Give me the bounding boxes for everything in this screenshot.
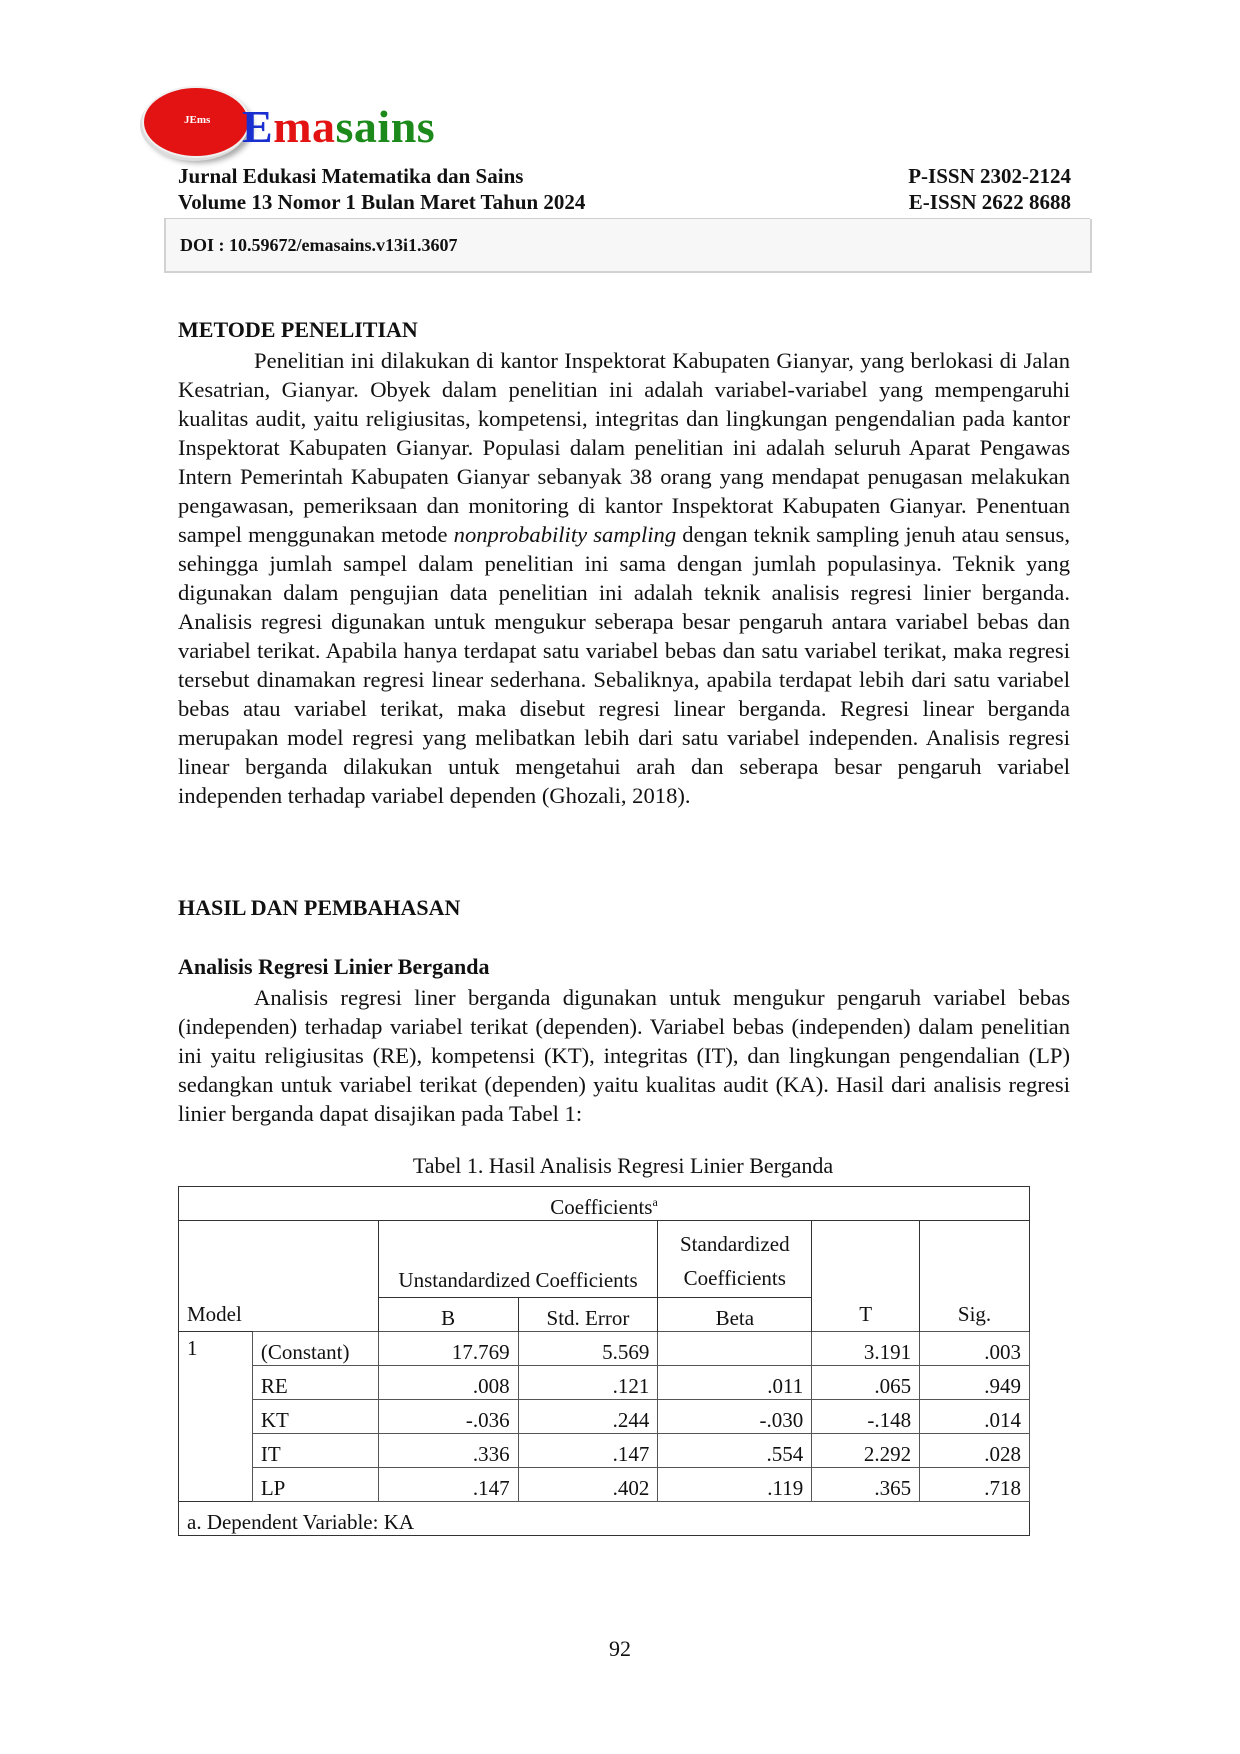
table-title-sup: a <box>652 1195 658 1209</box>
logo-badge-icon <box>142 86 250 158</box>
header-t: T <box>812 1221 920 1332</box>
table-row <box>179 1468 1030 1502</box>
cell-beta <box>658 1332 812 1366</box>
logo-letters-ma: ma <box>273 101 336 152</box>
cell-b: -.036 <box>378 1400 518 1434</box>
e-issn: E-ISSN 2622 8688 <box>908 190 1071 214</box>
table-footnote: a. Dependent Variable: KA <box>179 1502 1030 1536</box>
row-name: IT <box>252 1434 378 1468</box>
journal-volume: Volume 13 Nomor 1 Bulan Maret Tahun 2024 <box>178 190 586 214</box>
doi-box <box>164 219 1092 273</box>
model-number: 1 <box>179 1332 253 1502</box>
logo-letters-sains: sains <box>335 101 436 152</box>
cell-b: .147 <box>378 1468 518 1502</box>
cell-t: 3.191 <box>812 1332 920 1366</box>
section-title-metode: METODE PENELITIAN <box>178 317 418 342</box>
row-name: LP <box>252 1468 378 1502</box>
table-caption: Tabel 1. Hasil Analisis Regresi Linier Berganda <box>412 1153 834 1178</box>
cell-se: .147 <box>518 1434 658 1468</box>
cell-sig: .003 <box>920 1332 1030 1366</box>
cell-b: .336 <box>378 1434 518 1468</box>
paragraph-metode-part-2: dengan teknik sampling jenuh atau sensus, sehingga jumlah sampel dalam penelitian ini sama dengan jumlah populasinya. Teknik yang digunakan dalam pengujian data penelitian ini adalah teknik analisis regresi linier berganda. Analisis regresi digunakan untuk mengukur seberapa besar pengaruh antara variabel bebas dan variabel terikat. Apabila hanya terdapat satu variabel bebas dan satu variabel terikat, maka regresi tersebut dinamakan regresi linear sederhana. Sebaliknya, apabila terdapat lebih dari satu variabel bebas atau variabel terikat, maka disebut regresi linear berganda. Regresi linear berganda merupakan model regresi yang melibatkan lebih dari satu variabel independen. Analisis regresi linear berganda dilakukan untuk mengetahui arah dan seberapa besar pengaruh variabel independen terhadap variabel dependen (Ghozali, 2018). <box>178 522 1070 808</box>
cell-sig: .949 <box>920 1366 1030 1400</box>
header-beta: Beta <box>658 1298 812 1332</box>
header-standardized <box>658 1221 812 1298</box>
table-row <box>179 1400 1030 1434</box>
page-number: 92 <box>609 1636 631 1661</box>
cell-sig: .028 <box>920 1434 1030 1468</box>
cell-b: .008 <box>378 1366 518 1400</box>
table-title <box>179 1187 1030 1221</box>
p-issn: P-ISSN 2302-2124 <box>908 164 1071 188</box>
coefficients-table <box>178 1186 1030 1536</box>
doi-text: DOI : 10.59672/emasains.v13i1.3607 <box>180 235 458 255</box>
journal-logo <box>140 82 480 162</box>
cell-beta: -.030 <box>658 1400 812 1434</box>
header-standardized-line1: Standardized <box>680 1232 790 1256</box>
row-name: RE <box>252 1366 378 1400</box>
cell-beta: .119 <box>658 1468 812 1502</box>
header-model: Model <box>179 1221 379 1332</box>
cell-t: 2.292 <box>812 1434 920 1468</box>
paragraph-metode-italic: nonprobability sampling <box>453 522 677 547</box>
table-row <box>179 1366 1030 1400</box>
table-title-text: Coefficients <box>550 1195 653 1219</box>
cell-sig: .014 <box>920 1400 1030 1434</box>
table-row <box>179 1434 1030 1468</box>
header-std-error: Std. Error <box>518 1298 658 1332</box>
section-title-hasil: HASIL DAN PEMBAHASAN <box>178 895 461 920</box>
header-b: B <box>378 1298 518 1332</box>
cell-se: .121 <box>518 1366 658 1400</box>
cell-b: 17.769 <box>378 1332 518 1366</box>
table-row <box>179 1332 1030 1366</box>
logo-wordmark <box>242 101 436 152</box>
cell-sig: .718 <box>920 1468 1030 1502</box>
cell-t: .365 <box>812 1468 920 1502</box>
cell-se: .402 <box>518 1468 658 1502</box>
paragraph-metode <box>178 346 1070 810</box>
logo-letter-e: E <box>242 101 274 152</box>
cell-t: .065 <box>812 1366 920 1400</box>
cell-beta: .554 <box>658 1434 812 1468</box>
cell-se: 5.569 <box>518 1332 658 1366</box>
cell-t: -.148 <box>812 1400 920 1434</box>
row-name: (Constant) <box>252 1332 378 1366</box>
paragraph-hasil <box>178 983 1070 1128</box>
paragraph-hasil-text: Analisis regresi liner berganda digunakan untuk mengukur pengaruh variabel bebas (independen) terhadap variabel terikat (dependen). Variabel bebas (independen) dalam penelitian ini yaitu religiusitas (RE), kompetensi (KT), integritas (IT), dan lingkungan pengendalian (LP) sedangkan untuk variabel terikat (dependen) yaitu kualitas audit (KA). Hasil dari analisis regresi linier berganda dapat disajikan pada Tabel 1: <box>178 985 1070 1126</box>
header-standardized-line2: Coefficients <box>683 1266 786 1290</box>
journal-name: Jurnal Edukasi Matematika dan Sains <box>178 164 524 188</box>
paragraph-metode-part-1: Penelitian ini dilakukan di kantor Inspektorat Kabupaten Gianyar, yang berlokasi di Jalan Kesatrian, Gianyar. Obyek dalam penelitian ini adalah variabel-variabel yang mempengaruhi kualitas audit, yaitu religiusitas, kompetensi, integritas dan lingkungan pengendalian pada kantor Inspektorat Kabupaten Gianyar. Populasi dalam penelitian ini adalah seluruh Aparat Pengawas Intern Pemerintah Kabupaten Gianyar sebanyak 38 orang yang mendapat penugasan melakukan pengawasan, pemeriksaan dan monitoring di kantor Inspektorat Kabupaten Gianyar. Penentuan sampel menggunakan metode <box>178 348 1070 547</box>
header-sig: Sig. <box>920 1221 1030 1332</box>
cell-se: .244 <box>518 1400 658 1434</box>
header-unstandardized: Unstandardized Coefficients <box>378 1221 658 1298</box>
cell-beta: .011 <box>658 1366 812 1400</box>
logo-badge-text: JEms <box>184 114 211 126</box>
subsection-title-regresi: Analisis Regresi Linier Berganda <box>178 954 490 979</box>
row-name: KT <box>252 1400 378 1434</box>
